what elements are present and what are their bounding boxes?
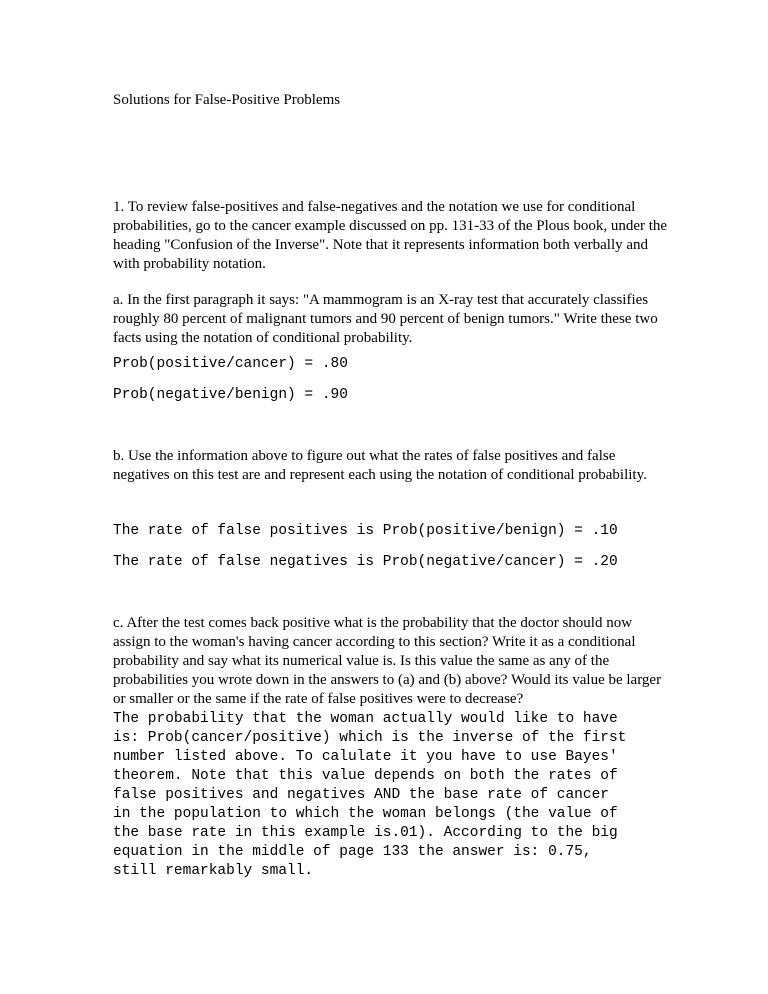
answer-c: The probability that the woman actually would like to have is: Prob(cancer/positive) which is the inverse of the first number listed above. To calulate it you have to use Bayes' theorem. Note that this value depends on both the rates of false positives and negatives AND the base rate of cancer in the population to which the woman belongs (the value of the base rate in this example is.01). According to the big equation in the middle of page 133 the answer is: 0.75, still remarkably small.	[113, 711, 627, 879]
answer-a-line-1: Prob(positive/cancer) = .80	[113, 356, 348, 372]
question-a: a. In the first paragraph it says: "A mammogram is an X-ray test that accurately classifies roughly 80 percent of malignant tumors and 90 percent of benign tumors." Write these two facts using the notation of conditional probability.	[113, 292, 658, 346]
answer-b-line-2: The rate of false negatives is Prob(negative/cancer) = .20	[113, 554, 618, 570]
question-1-intro: 1. To review false-positives and false-negatives and the notation we use for conditional probabilities, go to the cancer example discussed on pp. 131-33 of the Plous book, under the heading "Confusion of the Inverse". Note that it represents information both verbally and with probability notation.	[113, 199, 668, 272]
question-c: c. After the test comes back positive what is the probability that the doctor should now assign to the woman's having cancer according to this section? Write it as a conditional probability and say what its numerical value is. Is this value the same as any of the probabilities you wrote down in the answers to (a) and (b) above? Would its value be larger or smaller or the same if the rate of false positives were to decrease?	[113, 615, 662, 707]
question-b: b. Use the information above to figure out what the rates of false positives and false negatives on this test are and represent each using the notation of conditional probability.	[113, 448, 647, 483]
document-title: Solutions for False-Positive Problems	[113, 92, 341, 108]
answer-a-line-2: Prob(negative/benign) = .90	[113, 387, 348, 403]
answer-b-line-1: The rate of false positives is Prob(positive/benign) = .10	[113, 523, 618, 539]
